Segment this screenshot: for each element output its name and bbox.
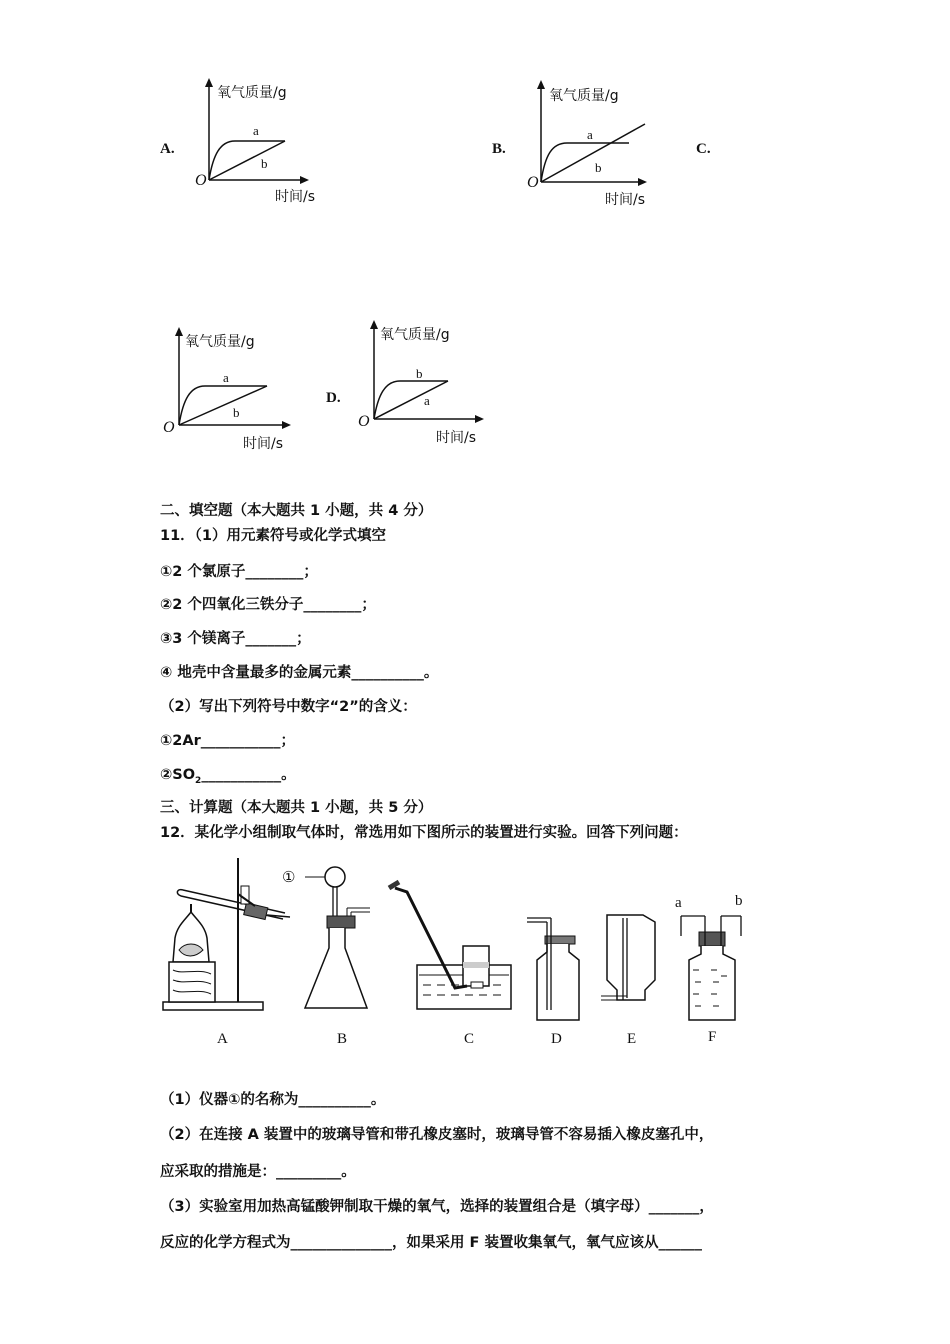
graph-b-ylabel: 氧气质量/g [549, 88, 619, 104]
q11-sym2: $②SO_2\_\_\_\_\_\_\_\_\_\_\_$。 [160, 767, 296, 786]
apparatus-label-d: D [551, 1031, 562, 1047]
apparatus-label-b: B [337, 1031, 348, 1047]
graph-c [155, 320, 315, 455]
port-b-label: b [735, 893, 743, 909]
q12-part3-line1: （3）实验室用加热高锰酸钾制取干燥的氧气，选择的装置组合是（填字母）_______， [160, 1199, 714, 1215]
answer-blank[interactable]: __________ [298, 1092, 371, 1108]
q11-item3: ③3 个镁离子_______； [160, 631, 311, 647]
q11-title: 11．（1）用元素符号或化学式填空 [160, 528, 387, 544]
graph-c-origin: O [163, 419, 175, 436]
graph-d-xlabel: 时间/s [436, 430, 477, 446]
answer-blank[interactable]: _______ [245, 631, 297, 647]
answer-blank[interactable]: _______ [648, 1199, 700, 1215]
graph-d-curve-label: b [416, 366, 423, 381]
graph-b [517, 75, 682, 210]
apparatus-f [675, 893, 743, 1020]
option-b-label: B. [492, 141, 506, 157]
apparatus-label-f: F [708, 1029, 717, 1045]
graph-c-line-label: b [233, 405, 240, 420]
graph-b-line-label: b [595, 160, 602, 175]
graph-a-xlabel: 时间/s [275, 189, 316, 205]
answer-blank[interactable]: ________ [245, 564, 304, 580]
apparatus-b [282, 867, 370, 1008]
graph-b-line [541, 124, 645, 182]
graph-a-line-label: b [261, 156, 268, 171]
graph-a-ylabel: 氧气质量/g [217, 85, 287, 101]
apparatus-label-e: E [627, 1031, 637, 1047]
apparatus-c [389, 882, 511, 1009]
answer-blank[interactable]: __________ [351, 665, 424, 681]
answer-blank[interactable]: ______________ [290, 1235, 392, 1251]
graph-b-curve [541, 143, 629, 182]
q11-item1: ①2 个氯原子________； [160, 564, 318, 580]
graph-b-origin: O [527, 174, 539, 191]
graph-a-curve-label: a [253, 123, 259, 138]
graph-b-xlabel: 时间/s [605, 192, 646, 208]
apparatus-label-a: A [217, 1031, 228, 1047]
q11-item2: ②2 个四氧化三铁分子________； [160, 597, 376, 613]
option-a-label: A. [160, 141, 175, 157]
apparatus-figure [155, 850, 775, 1055]
q11-part2: （2）写出下列符号中数字“2”的含义： [160, 699, 417, 715]
graph-d-ylabel: 氧气质量/g [380, 327, 450, 343]
answer-blank[interactable]: ______ [658, 1235, 702, 1251]
section2-heading: 二、填空题（本大题共 1 小题，共 4 分） [160, 503, 433, 519]
graph-a [185, 75, 345, 210]
graph-a-origin: O [195, 172, 207, 189]
port-a-label: a [675, 895, 682, 911]
graph-d-line-label: a [424, 393, 430, 408]
instrument-marker: ① [282, 870, 296, 886]
answer-blank[interactable]: ________ [303, 597, 362, 613]
q12-part2-line2: 应采取的措施是：_________。 [160, 1164, 356, 1180]
option-d-label: D. [326, 390, 341, 406]
q11-item4: ④ 地壳中含量最多的金属元素__________。 [160, 665, 439, 681]
answer-blank[interactable]: ___________ [201, 767, 282, 783]
graph-c-xlabel: 时间/s [243, 436, 284, 452]
graph-d-line [374, 381, 448, 419]
apparatus-label-c: C [464, 1031, 475, 1047]
q12-part2-line1: （2）在连接 A 装置中的玻璃导管和带孔橡皮塞时，玻璃导管不容易插入橡皮塞孔中， [160, 1127, 714, 1143]
graph-d-origin: O [358, 413, 370, 430]
answer-blank[interactable]: ___________ [200, 733, 281, 749]
q12-part1: （1）仪器①的名称为__________。 [160, 1092, 386, 1108]
graph-c-curve-label: a [223, 370, 229, 385]
q11-sym1: ①2Ar___________； [160, 733, 295, 749]
q12-part3-line2: 反应的化学方程式为______________，如果采用 F 装置收集氧气，氧气应该从______ [160, 1235, 702, 1251]
section3-heading: 三、计算题（本大题共 1 小题，共 5 分） [160, 800, 433, 816]
q12-title: 12．某化学小组制取气体时，常选用如下图所示的装置进行实验。回答下列问题： [160, 825, 688, 841]
graph-d [350, 315, 510, 450]
option-c-label: C. [696, 141, 711, 157]
graph-c-ylabel: 氧气质量/g [185, 334, 255, 350]
apparatus-a [163, 858, 290, 1010]
answer-blank[interactable]: _________ [276, 1164, 342, 1180]
apparatus-d [527, 918, 579, 1020]
apparatus-e [601, 915, 655, 1000]
graph-b-curve-label: a [587, 127, 593, 142]
